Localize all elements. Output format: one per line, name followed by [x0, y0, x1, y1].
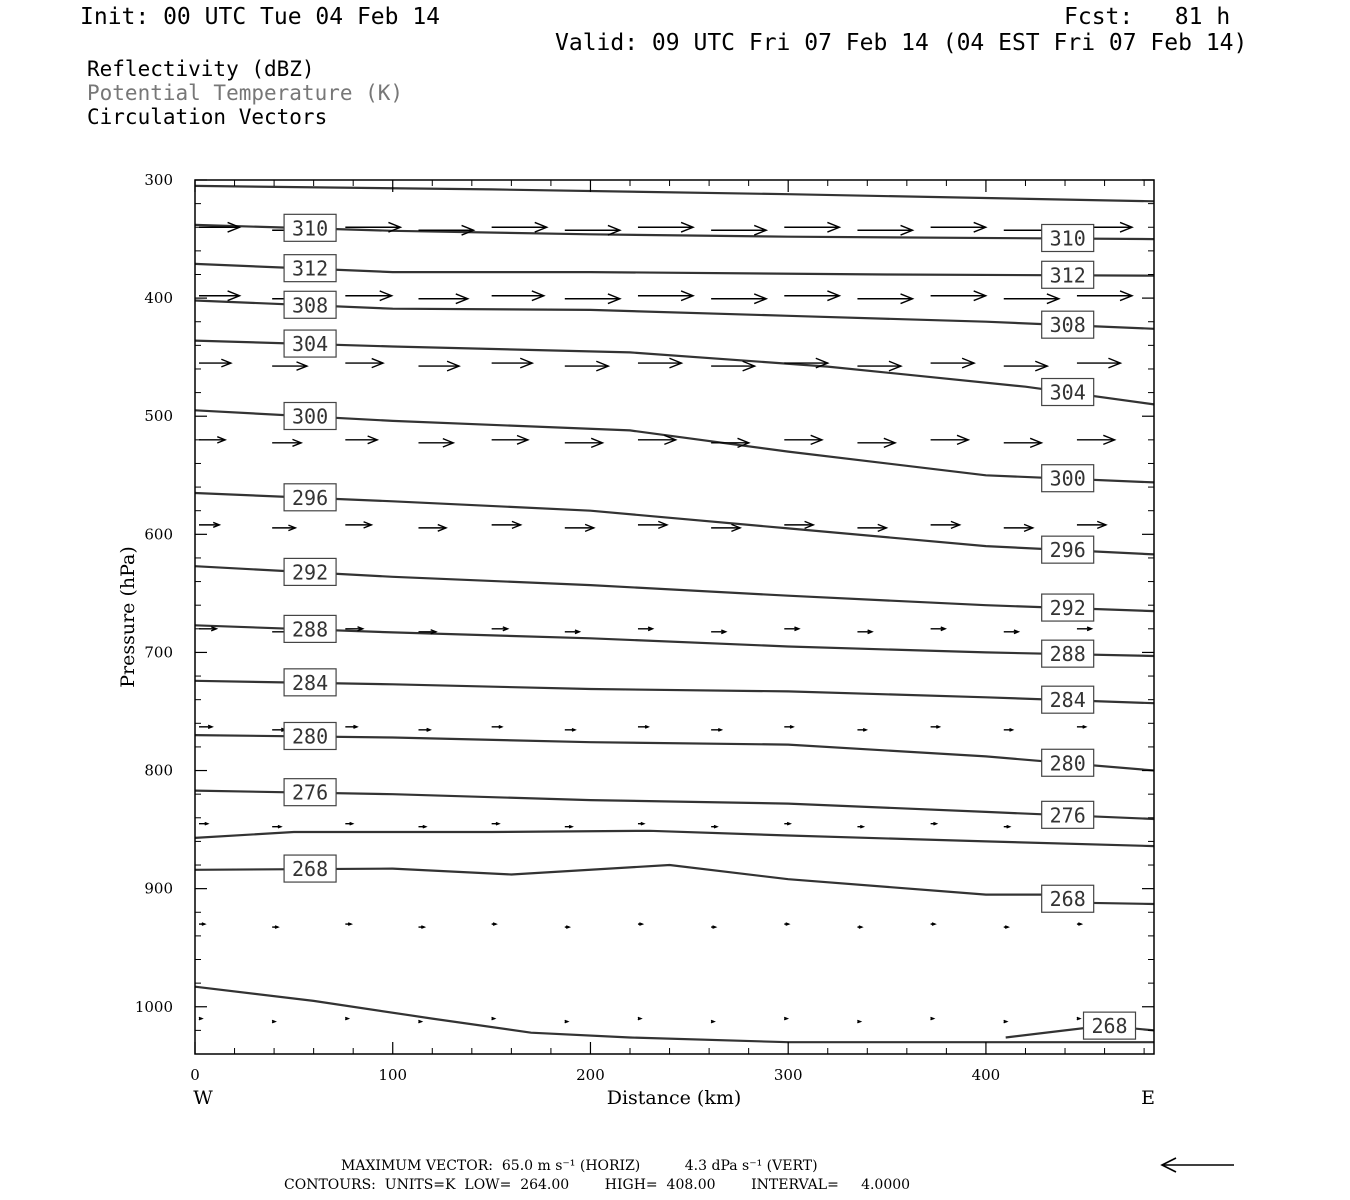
- contour-label: 288: [1049, 642, 1086, 667]
- y-tick-label: 400: [144, 289, 173, 308]
- circulation-vector: [565, 1020, 568, 1022]
- contour-label: 300: [292, 404, 329, 429]
- legend-circulation-vectors: Circulation Vectors: [87, 105, 328, 129]
- contour-label: 296: [292, 485, 329, 510]
- forecast-hour: Fcst: 81 h: [1064, 4, 1231, 30]
- circulation-vector: [784, 923, 788, 925]
- circulation-vector: [272, 825, 281, 827]
- circulation-vector: [492, 923, 496, 925]
- circulation-vector: [272, 1020, 275, 1022]
- x-tick-label: 0: [190, 1066, 200, 1084]
- x-tick-label: 100: [378, 1066, 408, 1084]
- circulation-vector: [1004, 524, 1033, 531]
- east-label: E: [1141, 1087, 1155, 1109]
- theta-contour: [195, 865, 1154, 904]
- circulation-vector: [418, 294, 467, 304]
- circulation-vector: [784, 1017, 787, 1019]
- circulation-vector: [711, 524, 740, 531]
- circulation-vector: [492, 358, 533, 368]
- contour-label: 280: [1049, 751, 1086, 776]
- circulation-vector: [1077, 726, 1086, 728]
- theta-contour: [195, 264, 1154, 276]
- circulation-vector: [565, 729, 575, 731]
- circulation-vector: [1077, 923, 1081, 925]
- contour-label: 310: [292, 216, 329, 241]
- circulation-vector: [345, 291, 391, 301]
- circulation-vector: [272, 525, 295, 531]
- circulation-vector: [199, 437, 225, 443]
- circulation-vector: [784, 521, 813, 528]
- circulation-vector: [418, 361, 459, 371]
- circulation-vector: [931, 435, 969, 444]
- contour-label: 268: [1091, 1014, 1128, 1039]
- contour-label: 300: [1049, 466, 1086, 491]
- circulation-vector: [638, 923, 642, 925]
- x-tick-label: 300: [773, 1066, 803, 1084]
- theta-contour: [195, 831, 1154, 846]
- circulation-vector: [638, 1017, 641, 1019]
- circulation-vector: [1004, 294, 1059, 304]
- reference-vector-arrow: [1162, 1158, 1234, 1172]
- circulation-vector: [345, 822, 352, 824]
- circulation-vector: [711, 630, 726, 633]
- circulation-vector: [199, 725, 212, 728]
- circulation-vector: [565, 926, 569, 928]
- circulation-vector: [492, 726, 502, 728]
- circulation-vector: [199, 1017, 202, 1019]
- circulation-vector: [1004, 438, 1042, 447]
- footer-max-vector: MAXIMUM VECTOR: 65.0 m s⁻¹ (HORIZ) 4.3 dPa s⁻¹ (VERT): [341, 1158, 818, 1174]
- theta-contour: [195, 625, 1154, 656]
- contour-label: 276: [1049, 803, 1086, 828]
- circulation-vector: [418, 728, 430, 731]
- circulation-vector: [272, 439, 301, 446]
- circulation-vector: [345, 522, 371, 528]
- contour-labels: [284, 214, 1135, 1039]
- circulation-vector: [711, 1020, 714, 1022]
- contour-label: 310: [1049, 226, 1086, 251]
- contour-label: 312: [292, 256, 329, 281]
- circulation-vector: [857, 294, 912, 304]
- contour-label: 276: [292, 780, 329, 805]
- circulation-vector: [565, 630, 580, 633]
- contour-label: 268: [292, 857, 329, 882]
- circulation-vector: [931, 1017, 934, 1019]
- theta-contour: [195, 987, 1154, 1042]
- circulation-vector: [1004, 1020, 1007, 1022]
- circulation-vector: [638, 291, 693, 301]
- contour-label: 268: [1049, 887, 1086, 912]
- circulation-vector: [565, 825, 572, 827]
- y-axis-label: Pressure (hPa): [117, 546, 139, 688]
- circulation-vector: [931, 822, 937, 824]
- circulation-vector: [345, 725, 357, 728]
- theta-contour: [195, 791, 1154, 819]
- y-tick-label: 900: [144, 879, 173, 898]
- circulation-vector: [784, 822, 790, 824]
- theta-contour: [195, 410, 1154, 482]
- circulation-vector: [492, 627, 508, 631]
- contour-label: 296: [1049, 538, 1086, 563]
- circulation-vector: [1077, 291, 1132, 301]
- circulation-vector: [272, 728, 285, 731]
- circulation-vector: [199, 522, 219, 527]
- circulation-vector: [857, 1020, 860, 1022]
- legend-potential-temperature: Potential Temperature (K): [87, 81, 404, 105]
- circulation-vector: [345, 359, 383, 368]
- circulation-vector: [931, 627, 946, 630]
- circulation-vector: [272, 926, 278, 928]
- circulation-vector: [1004, 361, 1048, 371]
- circulation-vector: [1004, 630, 1019, 633]
- circulation-vector: [1077, 627, 1092, 630]
- y-tick-label: 800: [144, 761, 173, 780]
- circulation-vector: [638, 222, 693, 232]
- x-tick-label: 400: [971, 1066, 1001, 1084]
- circulation-vector: [1004, 926, 1008, 928]
- circulation-vector: [857, 729, 866, 731]
- circulation-vector: [638, 627, 653, 630]
- circulation-vector: [492, 222, 547, 232]
- circulation-vector: [857, 630, 872, 633]
- footer-contours: CONTOURS: UNITS=K LOW= 264.00 HIGH= 408.00 INTERVAL= 4.0000: [284, 1177, 911, 1193]
- circulation-vector: [711, 361, 755, 371]
- circulation-vector: [711, 225, 766, 235]
- theta-contour: [195, 341, 1154, 405]
- theta-contour: [195, 301, 1154, 329]
- valid-time: Valid: 09 UTC Fri 07 Feb 14 (04 EST Fri 07 Feb 14): [555, 30, 1248, 56]
- west-label: W: [193, 1087, 213, 1109]
- circulation-vector: [492, 521, 521, 528]
- circulation-vector: [1004, 825, 1010, 827]
- circulation-vector: [418, 1020, 421, 1022]
- contour-label: 304: [1049, 380, 1086, 405]
- circulation-vectors: [199, 222, 1132, 1022]
- circulation-vector: [199, 222, 240, 232]
- circulation-vector: [418, 525, 446, 532]
- circulation-vector: [857, 524, 886, 531]
- circulation-vector: [345, 923, 351, 925]
- theta-contour: [195, 186, 1154, 201]
- circulation-vector: [1077, 358, 1121, 368]
- circulation-vector: [931, 222, 986, 232]
- init-time: Init: 00 UTC Tue 04 Feb 14: [80, 4, 441, 30]
- circulation-vector: [199, 822, 208, 824]
- circulation-vector: [199, 291, 240, 301]
- circulation-vector: [711, 294, 766, 304]
- circulation-vector: [199, 923, 205, 925]
- theta-contour: [195, 735, 1154, 770]
- circulation-vector: [418, 926, 424, 928]
- circulation-vector: [418, 825, 425, 827]
- theta-contour: [195, 493, 1154, 554]
- circulation-vector: [345, 1017, 348, 1019]
- contour-label: 284: [292, 670, 329, 695]
- contour-label: 284: [1049, 688, 1086, 713]
- circulation-vector: [931, 358, 975, 368]
- circulation-vector: [492, 822, 499, 824]
- circulation-vector: [784, 291, 839, 301]
- circulation-vector: [711, 825, 717, 827]
- circulation-vector: [492, 291, 544, 301]
- y-tick-label: 1000: [134, 997, 173, 1016]
- circulation-vector: [492, 435, 528, 444]
- contour-label: 288: [292, 617, 329, 642]
- theta-contour: [195, 566, 1154, 611]
- circulation-vector: [272, 362, 307, 370]
- circulation-vector: [565, 361, 609, 371]
- theta-contours: [195, 186, 1154, 1042]
- circulation-vector: [199, 627, 216, 631]
- circulation-vector: [638, 521, 667, 528]
- contour-label: 308: [292, 293, 329, 318]
- circulation-vector: [492, 1017, 495, 1019]
- circulation-vector: [931, 521, 960, 528]
- circulation-vector: [784, 222, 839, 232]
- x-tick-label: 200: [576, 1066, 605, 1084]
- circulation-vector: [1077, 1017, 1080, 1019]
- contour-label: 292: [1049, 596, 1086, 621]
- contour-label: 304: [292, 332, 329, 357]
- circulation-vector: [931, 726, 940, 728]
- circulation-vector: [418, 439, 453, 447]
- circulation-vector: [638, 822, 644, 824]
- y-tick-label: 600: [144, 525, 173, 544]
- circulation-vector: [931, 923, 935, 925]
- circulation-vector: [1077, 521, 1106, 528]
- circulation-vector: [1004, 729, 1013, 731]
- circulation-vector: [565, 524, 594, 531]
- circulation-vector: [638, 726, 648, 728]
- circulation-vector: [857, 926, 861, 928]
- contour-label: 312: [1049, 263, 1086, 288]
- circulation-vector: [345, 436, 377, 444]
- theta-contour: [195, 681, 1154, 703]
- plot-frame: [195, 180, 1154, 1054]
- circulation-vector: [638, 358, 682, 368]
- circulation-vector: [784, 627, 799, 630]
- circulation-vector: [199, 359, 231, 367]
- circulation-vector: [857, 225, 912, 235]
- circulation-vector: [857, 825, 863, 827]
- circulation-vector: [1077, 435, 1115, 444]
- circulation-vector: [565, 438, 603, 447]
- circulation-vector: [711, 926, 715, 928]
- circulation-vector: [711, 729, 721, 731]
- circulation-vector: [784, 358, 828, 368]
- contour-label: 280: [292, 724, 329, 749]
- circulation-vector: [418, 225, 473, 235]
- x-axis-label: Distance (km): [606, 1087, 742, 1109]
- circulation-vector: [565, 294, 620, 304]
- circulation-vector: [784, 435, 822, 444]
- legend-reflectivity: Reflectivity (dBZ): [87, 57, 315, 81]
- y-tick-label: 300: [144, 171, 173, 189]
- circulation-vector: [784, 726, 793, 728]
- contour-label: 308: [1049, 313, 1086, 338]
- y-tick-label: 500: [144, 407, 173, 426]
- circulation-vector: [931, 291, 986, 301]
- circulation-vector: [857, 438, 895, 447]
- y-tick-label: 700: [144, 643, 173, 662]
- contour-label: 292: [292, 560, 329, 585]
